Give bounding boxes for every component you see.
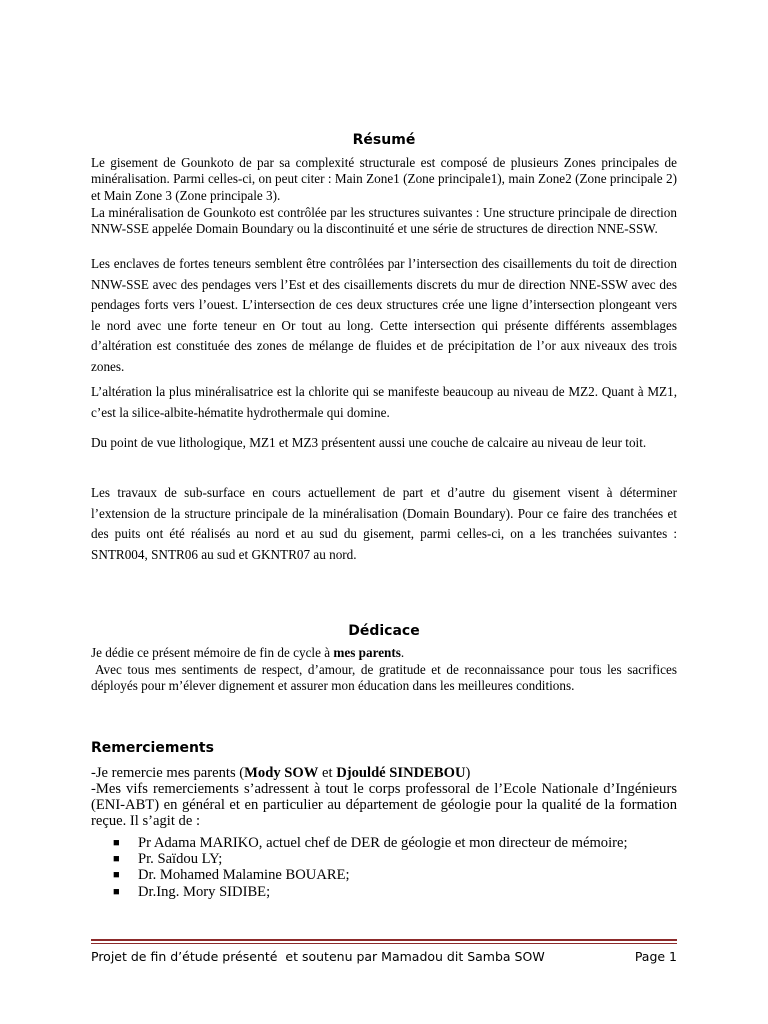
square-bullet-icon: ■: [113, 869, 120, 882]
list-item-text: Dr. Mohamed Malamine BOUARE;: [138, 867, 350, 884]
list-item: [91, 867, 677, 883]
father-name: Mody SOW: [244, 765, 319, 781]
resume-paragraph-6: Les travaux de sub-surface en cours actuellement de part et d’autre du gisement visent à déterminer l’extension de la structure principale de la minéralisation (Domain Boundary). Pour ce faire des tranchées et des puits ont été réalisés au nord et au sud du gisement, parmi celles-ci, on a les tranchées suivantes : SNTR004, SNTR06 au sud et GKNTR07 au nord.: [91, 485, 677, 562]
dedicace-parents: mes parents: [333, 645, 401, 660]
resume-heading: Résumé: [352, 132, 416, 148]
list-item-text: Dr.Ing. Mory SIDIBE;: [138, 883, 271, 900]
remerciements-heading: Remerciements: [91, 740, 214, 756]
footer-text: Projet de fin d’étude présenté et soutenu par Mamadou dit Samba SOW: [91, 949, 545, 964]
square-bullet-icon: ■: [113, 853, 120, 866]
square-bullet-icon: ■: [113, 837, 120, 849]
list-item: [91, 835, 677, 851]
remerciements-and: et: [318, 765, 337, 781]
dedicace-heading: Dédicace: [348, 623, 420, 639]
resume-paragraph-3: Les enclaves de fortes teneurs semblent être contrôlées par l’intersection des cisaillements du toit de direction NNW-SSE avec des pendages vers l’Est et des cisaillements discrets du mur de direction NNE-SSW avec des pendages forts vers l’ouest. L’intersection de ces deux structures crée une ligne d’intersection plongeant vers le nord avec une forte teneur en Or tout au long. Cette intersection qui présente différents assemblages d’altération est constituée des zones de mélange de fluides et de précipitation de l’or aux niveaux des trois zones.: [91, 256, 677, 374]
professor-list: [91, 835, 677, 900]
page-number: Page 1: [634, 949, 677, 964]
list-item: [91, 851, 677, 867]
list-item: [91, 884, 677, 900]
square-bullet-icon: ■: [113, 885, 120, 898]
footer-rule-thin: [91, 943, 677, 944]
resume-paragraph-2: La minéralisation de Gounkoto est contrôlée par les structures suivantes : Une structure principale de direction NNW-SSE appelée Domain Boundary ou la discontinuité et une série de structures de direction NNE-SSW.: [91, 205, 677, 237]
mother-name: Djouldé SINDEBOU: [336, 765, 466, 781]
list-item-text: Pr Adama MARIKO, actuel chef de DER de géologie et mon directeur de mémoire;: [138, 835, 628, 851]
remerciements-line-1: [91, 765, 677, 781]
resume-paragraph-4: L’altération la plus minéralisatrice est la chlorite qui se manifeste beaucoup au niveau de MZ2. Quant à MZ1, c’est la silice-albite-hématite hydrothermale qui domine.: [91, 384, 677, 420]
remerciements-close-paren: ): [465, 765, 471, 781]
dedicace-paragraph-2: Avec tous mes sentiments de respect, d’amour, de gratitude et de reconnaissance pour tous les sacrifices déployés pour m’élever dignement et assurer mon éducation dans les meilleures conditions.: [91, 662, 677, 693]
dedicace-line-1: [91, 645, 677, 661]
dedicace-period: .: [400, 645, 405, 660]
remerciements-paragraph-2: -Mes vifs remerciements s’adressent à tout le corps professoral de l’Ecole Nationale d’Ingénieurs (ENI-ABT) en général et en particulier au département de géologie pour la qualité de la formation reçue. Il s’agit de :: [91, 781, 677, 830]
dedicace-text: Je dédie ce présent mémoire de fin de cycle à: [91, 645, 334, 660]
resume-paragraph-5: Du point de vue lithologique, MZ1 et MZ3 présentent aussi une couche de calcaire au niveau de leur toit.: [91, 435, 647, 450]
remerciements-intro: -Je remercie mes parents (: [91, 765, 245, 781]
footer-rule-thick: [91, 939, 677, 941]
list-item-text: Pr. Saïdou LY;: [138, 851, 223, 868]
resume-paragraph-1: Le gisement de Gounkoto de par sa complexité structurale est composé de plusieurs Zones principales de minéralisation. Parmi celles-ci, on peut citer : Main Zone1 (Zone principale1), main Zone2 (Zone principale 2) et Main Zone 3 (Zone principale 3).: [91, 155, 677, 203]
